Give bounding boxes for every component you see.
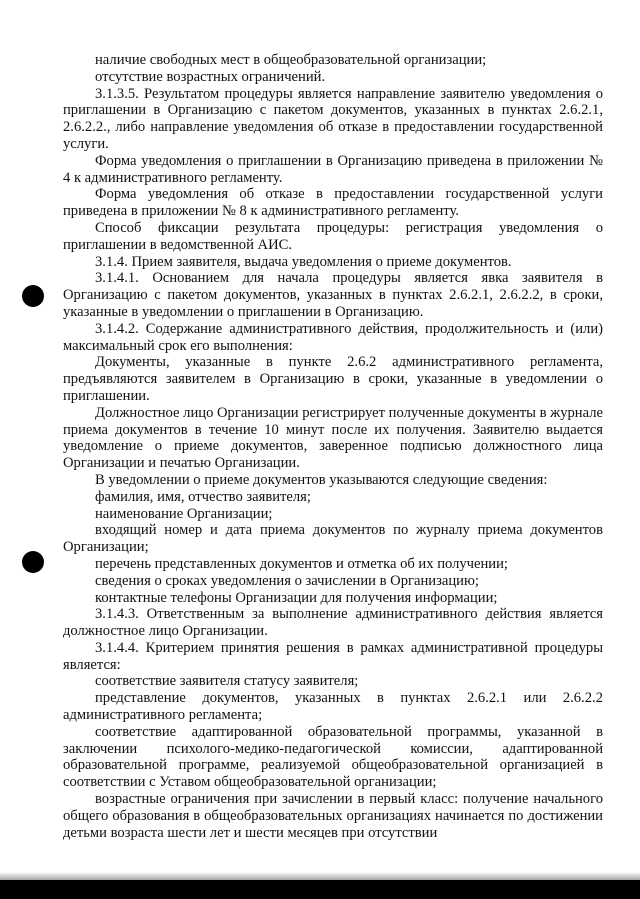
list-item: фамилия, имя, отчество заявителя; xyxy=(95,488,311,505)
list-item: наименование Организации; xyxy=(95,505,273,522)
list-item: входящий номер и дата приема документов по журналу приема документов Организации; xyxy=(63,522,603,556)
scan-edge xyxy=(0,880,640,899)
scan-shadow xyxy=(0,872,640,880)
paragraph: отсутствие возрастных ограничений. xyxy=(95,68,326,85)
paragraph: наличие свободных мест в общеобразовательной организации; xyxy=(95,52,487,68)
paragraph: Форма уведомления об отказе в предоставлении государственной услуги приведена в приложении № 8 к административного регламенту. xyxy=(63,186,603,220)
list-item: сведения о сроках уведомления о зачислении в Организацию; xyxy=(95,572,479,589)
paragraph: 3.1.4.1. Основанием для начала процедуры является явка заявителя в Организацию с пакетом документов, указанных в пунктах 2.6.2.1, 2.6.2.2, в сроки, указанные в уведомлении о приглашении в Организацию. xyxy=(63,270,603,320)
paragraph: 3.1.4.2. Содержание административного действия, продолжительность и (или) максимальный срок его выполнения: xyxy=(63,320,603,354)
paragraph: Форма уведомления о приглашении в Организацию приведена в приложении № 4 к административного регламенту. xyxy=(63,152,603,186)
punch-hole xyxy=(22,285,44,307)
list-item: перечень представленных документов и отметка об их получении; xyxy=(95,555,508,572)
list-item: возрастные ограничения при зачислении в первый класс: получение начального общего образования в общеобразовательных организациях начинается по достижении детьми возраста шести лет и шести месяцев при отсутствии xyxy=(63,791,603,841)
list-item: соответствие заявителя статусу заявителя; xyxy=(95,673,359,690)
section-heading: 3.1.4. Прием заявителя, выдача уведомления о приеме документов. xyxy=(95,253,512,270)
paragraph: Должностное лицо Организации регистрирует полученные документы в журнале приема документов в течение 10 минут после их получения. Заявителю выдается уведомление о приеме документов, заверенное подписью должностного лица Организации и печатью Организации. xyxy=(63,404,603,472)
list-item: представление документов, указанных в пунктах 2.6.2.1 или 2.6.2.2 административного регламента; xyxy=(63,690,603,724)
paragraph: 3.1.4.4. Критерием принятия решения в рамках административной процедуры является: xyxy=(63,639,603,673)
paragraph: 3.1.4.3. Ответственным за выполнение административного действия является должностное лицо Организации. xyxy=(63,606,603,640)
paragraph: Способ фиксации результата процедуры: регистрация уведомления о приглашении в ведомственной АИС. xyxy=(63,219,603,253)
punch-hole xyxy=(22,551,44,573)
document-body xyxy=(63,52,603,841)
paragraph: 3.1.3.5. Результатом процедуры является направление заявителю уведомления о приглашении в Организацию с пакетом документов, указанных в пунктах 2.6.2.1, 2.6.2.2., либо направление уведомления об отказе в предоставлении государственной услуги. xyxy=(63,85,603,152)
paragraph: В уведомлении о приеме документов указываются следующие сведения: xyxy=(95,471,548,488)
list-item: контактные телефоны Организации для получения информации; xyxy=(95,589,498,606)
list-item: соответствие адаптированной образовательной программы, указанной в заключении психолого-медико-педагогической комиссии, адаптированной образовательной программе, реализуемой общеобразовательной организацией в соответствии с Уставом общеобразовательной организации; xyxy=(63,723,603,791)
paragraph: Документы, указанные в пункте 2.6.2 административного регламента, предъявляются заявителем в Организацию в сроки, указанные в уведомлении о приглашении. xyxy=(63,354,603,404)
